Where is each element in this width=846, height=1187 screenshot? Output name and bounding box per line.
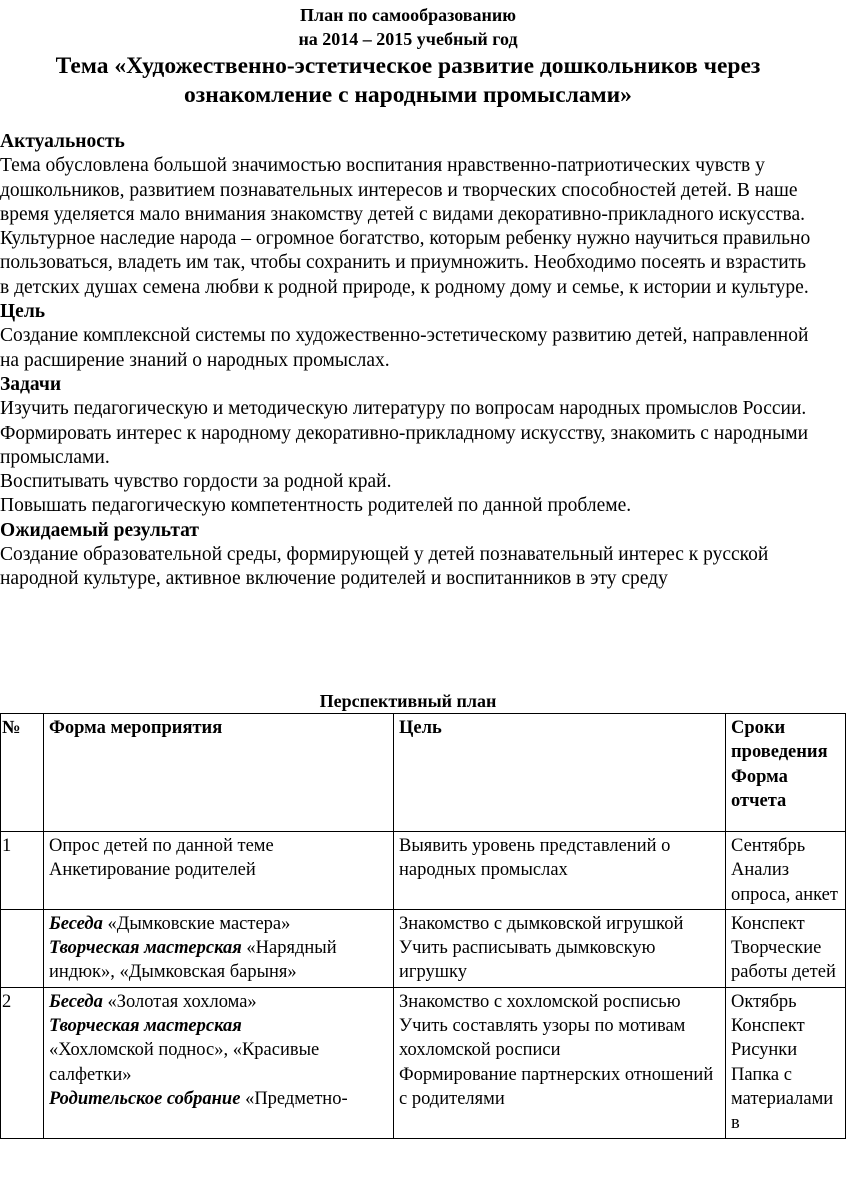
topic-line1: Тема «Художественно-эстетическое развитие дошкольников через <box>55 53 761 79</box>
cell-goal <box>394 832 726 910</box>
column-header: Цель <box>394 714 726 832</box>
goal-item: Учить расписывать дымковскую игрушку <box>399 938 656 983</box>
cell-goal <box>394 909 726 987</box>
goal-item: Выявить уровень представлений о народных промыслах <box>399 836 671 881</box>
cell-goal <box>394 987 726 1138</box>
column-header: Форма мероприятия <box>44 714 394 832</box>
form-item: Беседа «Дымковские мастера» <box>49 913 291 934</box>
document-body <box>0 130 816 592</box>
cell-number: 2 <box>1 987 44 1138</box>
cell-number: 1 <box>1 832 44 910</box>
form-keyword: Творческая мастерская <box>49 938 242 959</box>
section-heading-tasks: Задачи <box>0 373 62 395</box>
topic-line2: ознакомление с народными промыслами» <box>184 82 632 108</box>
paragraph: Изучить педагогическую и методическую литературу по вопросам народных промыслов России. <box>0 398 807 420</box>
term-item: Творческие работы детей <box>731 938 836 983</box>
form-keyword: Творческая мастерская <box>49 1016 242 1037</box>
cell-form <box>44 909 394 987</box>
form-keyword: Родительское собрание <box>49 1088 241 1109</box>
form-keyword: Беседа <box>49 991 103 1012</box>
table-row <box>1 987 846 1138</box>
plan-table <box>0 713 846 1139</box>
paragraph: Тема обусловлена большой значимостью воспитания нравственно-патриотических чувств у дошкольников, развитием познавательных интересов и творческих способностей детей. В наше время уделяется мало внимания знакомству детей с видами декоративно-прикладного искусства. <box>0 155 805 225</box>
paragraph: Воспитывать чувство гордости за родной край. <box>0 471 392 493</box>
cell-number <box>1 909 44 987</box>
form-item: Анкетирование родителей <box>49 860 256 881</box>
term-item: Сентябрь <box>731 836 806 856</box>
cell-term <box>726 909 846 987</box>
form-keyword: Беседа <box>49 913 103 934</box>
form-item: Творческая мастерская «Нарядный индюк», «Дымковская барыня» <box>49 938 337 983</box>
table-row <box>1 909 846 987</box>
form-item <box>49 1014 387 1038</box>
paragraph: Культурное наследие народа – огромное богатство, которым ребенку нужно научиться правильно пользоваться, владеть им так, чтобы сохранить и приумножить. Необходимо посеять и взрастить в детских душах семена любви к родной природе, к родному дому и семье, к истории и культуре. <box>0 228 811 298</box>
form-item: «Хохломской поднос», «Красивые салфетки» <box>49 1040 320 1085</box>
cell-term <box>726 832 846 910</box>
term-item: Рисунки <box>731 1040 798 1061</box>
doc-title-line1: План по самообразованию <box>300 5 516 25</box>
goal-item: Формирование партнерских отношений с родителями <box>399 1064 714 1109</box>
table-row <box>1 832 846 910</box>
paragraph: Формировать интерес к народному декоративно-прикладному искусству, знакомить с народными промыслами. <box>0 422 809 468</box>
form-item: Опрос детей по данной теме <box>49 836 274 856</box>
plan-table-body <box>1 832 846 1139</box>
term-item: Конспект <box>731 913 805 934</box>
column-header: Сроки проведения Форма отчета <box>726 714 846 832</box>
paragraph: Повышать педагогическую компетентность родителей по данной проблеме. <box>0 495 632 517</box>
form-item: Беседа «Золотая хохлома» <box>49 991 257 1012</box>
term-item: Папка с материалами в <box>731 1064 834 1134</box>
paragraph: Создание образовательной среды, формирующей у детей познавательный интерес к русской народной культуре, активное включение родителей и воспитанников в эту среду <box>0 544 769 590</box>
section-heading-result: Ожидаемый результат <box>0 519 200 541</box>
goal-item: Знакомство с хохломской росписью <box>399 991 681 1012</box>
goal-item: Учить составлять узоры по мотивам хохломской росписи <box>399 1016 686 1061</box>
cell-form <box>44 832 394 910</box>
column-header: № <box>1 714 44 832</box>
section-heading-goal: Цель <box>0 301 46 323</box>
section-heading-relevance: Актуальность <box>0 131 125 152</box>
term-item: Октябрь <box>731 991 797 1012</box>
term-item: Конспект <box>731 1016 805 1037</box>
doc-title-line2: на 2014 – 2015 учебный год <box>298 29 518 49</box>
term-item: Анализ опроса, анкет <box>731 860 838 905</box>
table-header-row <box>1 714 846 832</box>
cell-term <box>726 987 846 1138</box>
form-item: Родительское собрание «Предметно- <box>49 1088 348 1109</box>
cell-form <box>44 987 394 1138</box>
paragraph: Создание комплексной системы по художественно-эстетическому развитию детей, направленной на расширение знаний о народных промыслах. <box>0 325 809 371</box>
plan-title: Перспективный план <box>319 691 497 711</box>
goal-item: Знакомство с дымковской игрушкой <box>399 913 684 934</box>
